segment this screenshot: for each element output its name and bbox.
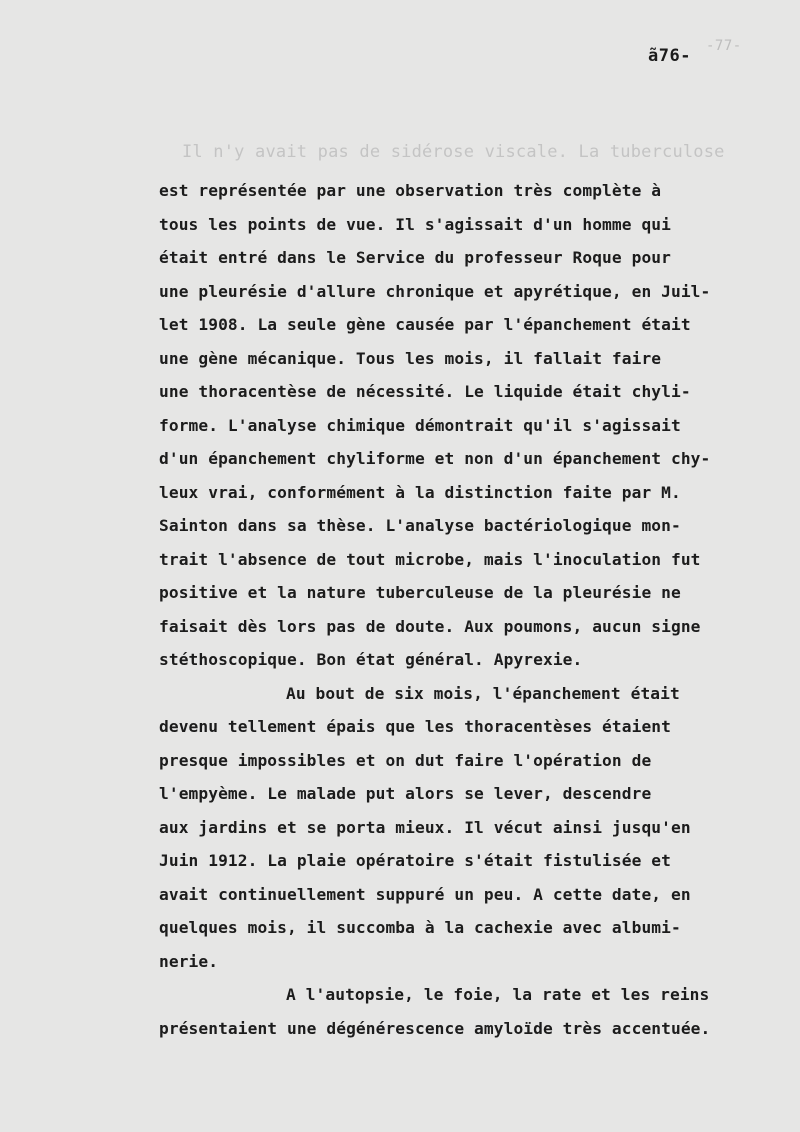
text-line: une thoracentèse de nécessité. Le liquide était chyli-	[159, 382, 691, 401]
text-line: est représentée par une observation très complète à	[159, 181, 662, 200]
text-line: Juin 1912. La plaie opératoire s'était fistulisée et	[159, 851, 671, 870]
text-line: stéthoscopique. Bon état général. Apyrexie.	[159, 650, 583, 669]
text-line: forme. L'analyse chimique démontrait qu'il s'agissait	[159, 415, 681, 435]
text-line: une gène mécanique. Tous les mois, il fallait faire	[159, 348, 662, 368]
page-number: ã76-	[648, 46, 691, 66]
text-line: trait l'absence de tout microbe, mais l'inoculation fut	[159, 549, 701, 569]
text-line: leux vrai, conformément à la distinction faite par M.	[159, 482, 681, 502]
text-line: l'empyème. Le malade put alors se lever, descendre	[159, 784, 652, 803]
text-line: tous les points de vue. Il s'agissait d'un homme qui	[159, 214, 671, 234]
text-line: devenu tellement épais que les thoracentèses étaient	[159, 717, 671, 736]
text-line: quelques mois, il succomba à la cachexie avec albumi-	[159, 918, 681, 937]
text-line: faisait dès lors pas de doute. Aux poumons, aucun signe	[159, 616, 701, 636]
paragraph-start-line: A l'autopsie, le foie, la rate et les reins	[286, 985, 710, 1004]
text-line: présentaient une dégénérescence amyloïde très accentuée.	[159, 1018, 711, 1038]
text-line: avait continuellement suppuré un peu. A cette date, en	[159, 884, 691, 904]
text-line: était entré dans le Service du professeur Roque pour	[159, 248, 671, 267]
text-line: presque impossibles et on dut faire l'opération de	[159, 750, 652, 770]
text-line: positive et la nature tuberculeuse de la pleurésie ne	[159, 583, 681, 602]
text-line: d'un épanchement chyliforme et non d'un épanchement chy-	[159, 449, 711, 468]
text-line: une pleurésie d'allure chronique et apyrétique, en Juil-	[159, 281, 711, 301]
faded-page-number: -77-	[706, 38, 742, 54]
body-text	[159, 174, 759, 1045]
text-line: aux jardins et se porta mieux. Il vécut ainsi jusqu'en	[159, 817, 691, 837]
paragraph-start-line: Au bout de six mois, l'épanchement était	[286, 683, 680, 703]
text-line: nerie.	[159, 951, 219, 971]
text-line: Sainton dans sa thèse. L'analyse bactériologique mon-	[159, 516, 681, 535]
bleed-through-text: Il n'y avait pas de sidérose viscale. La tuberculose	[182, 142, 725, 162]
text-line: let 1908. La seule gène causée par l'épanchement était	[159, 315, 691, 334]
